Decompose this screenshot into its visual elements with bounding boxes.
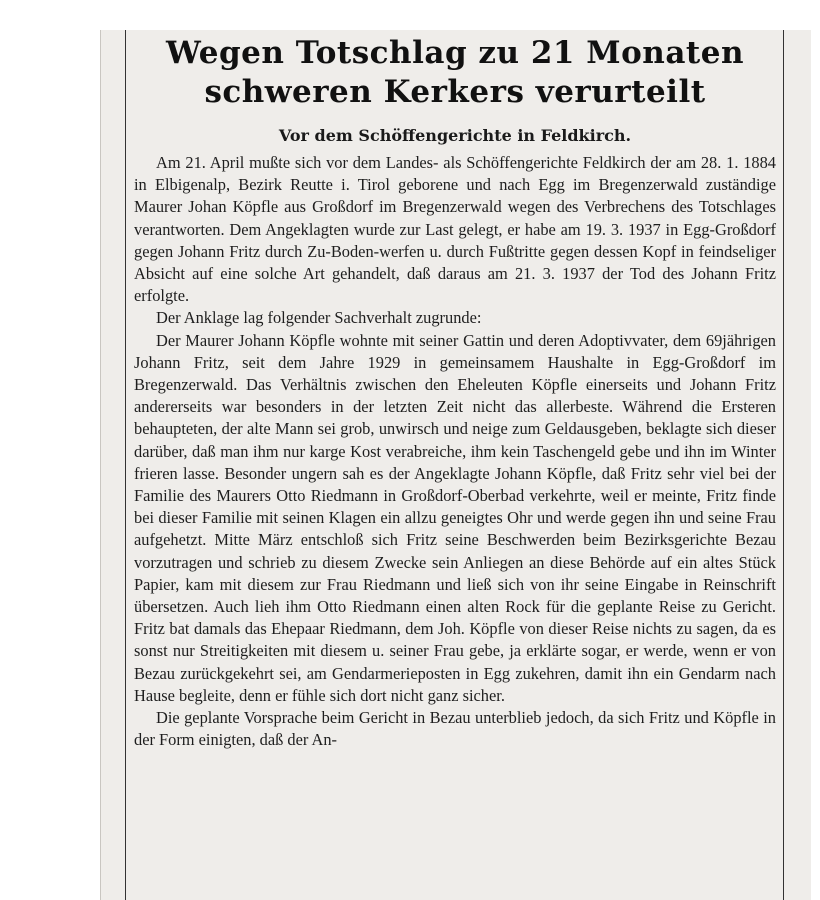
column-rule-left: [125, 30, 126, 900]
headline-line-2: schweren Kerkers verurteilt: [204, 74, 706, 110]
column-rule-right: [783, 30, 784, 900]
paragraph-3: Der Maurer Johann Köpfle wohnte mit seiner Gattin und deren Adoptivvater, dem 69jährigen Johann Fritz, seit dem Jahre 1929 in gemeinsamem Haushalte in Egg-Großdorf im Bregenzerwald. Das Verhältnis zwischen den Eheleuten Köpfle einerseits und Johann Fritz andererseits war besonders in der letzten Zeit nicht das allerbeste. Während die Ersteren behaupteten, der alte Mann sei grob, unwirsch und neige zum Geldausgeben, beklagte sich dieser darüber, daß man ihm nur karge Kost verabreiche, ihm kein Taschengeld gebe und ihn im Winter frieren lasse. Besonder ungern sah es der Angeklagte Johann Köpfle, daß Fritz sehr viel bei der Familie des Maurers Otto Riedmann in Großdorf-Oberbad verkehrte, weil er meinte, Fritz finde bei dieser Familie mit seinen Klagen ein allzu geneigtes Ohr und werde gegen ihn und seine Frau aufgehetzt. Mitte März entschloß sich Fritz seine Beschwerden beim Bezirksgerichte Bezau vorzutragen und schrieb zu diesem Zwecke sein Anliegen an diese Behörde auf ein altes Stück Papier, kam mit diesem zur Frau Riedmann und ließ sich von ihr seine Eingabe in Reinschrift übersetzen. Auch lieh ihm Otto Riedmann einen alten Rock für die geplante Reise zu Gericht. Fritz bat damals das Ehepaar Riedmann, dem Joh. Köpfle von dieser Reise nichts zu sagen, da es sonst nur Streitigkeiten mit diesem u. seiner Frau gebe, ja erklärte sogar, er werde, wenn er von Bezau zurückgekehrt sei, am Gendarmerieposten in Egg zukehren, damit ihn ein Gendarm nach Hause begleite, denn er fühle sich dort nicht ganz sicher.: [134, 330, 776, 705]
headline-line-1: Wegen Totschlag zu 21 Monaten: [165, 35, 744, 71]
paragraph-1: Am 21. April mußte sich vor dem Landes- als Schöffengerichte Feldkirch der am 28. 1. 1884 in Elbigenalp, Bezirk Reutte i. Tirol geborene und nach Egg im Bregenzerwald zuständige Maurer Johan Köpfle aus Großdorf im Bregenzerwald wegen des Verbrechens des Totschlages verantworten. Dem Angeklagten wurde zur Last gelegt, er habe am 19. 3. 1937 in Egg-Großdorf gegen Johann Fritz durch Zu-Boden-werfen u. durch Fußtritte gegen dessen Kopf in feindseliger Absicht auf eine solche Art gehandelt, daß daraus am 21. 3. 1937 der Tod des Johann Fritz erfolgte.: [134, 153, 776, 306]
paragraph-4: Die geplante Vorsprache beim Gericht in Bezau unterblieb jedoch, da sich Fritz und Köpfle in der Form einigten, daß der An-: [134, 708, 776, 750]
paragraph-2: Der Anklage lag folgender Sachverhalt zugrunde:: [156, 308, 482, 328]
headline: [134, 34, 776, 112]
news-article: [134, 34, 776, 751]
subheadline: Vor dem Schöffengerichte in Feldkirch.: [278, 126, 632, 145]
